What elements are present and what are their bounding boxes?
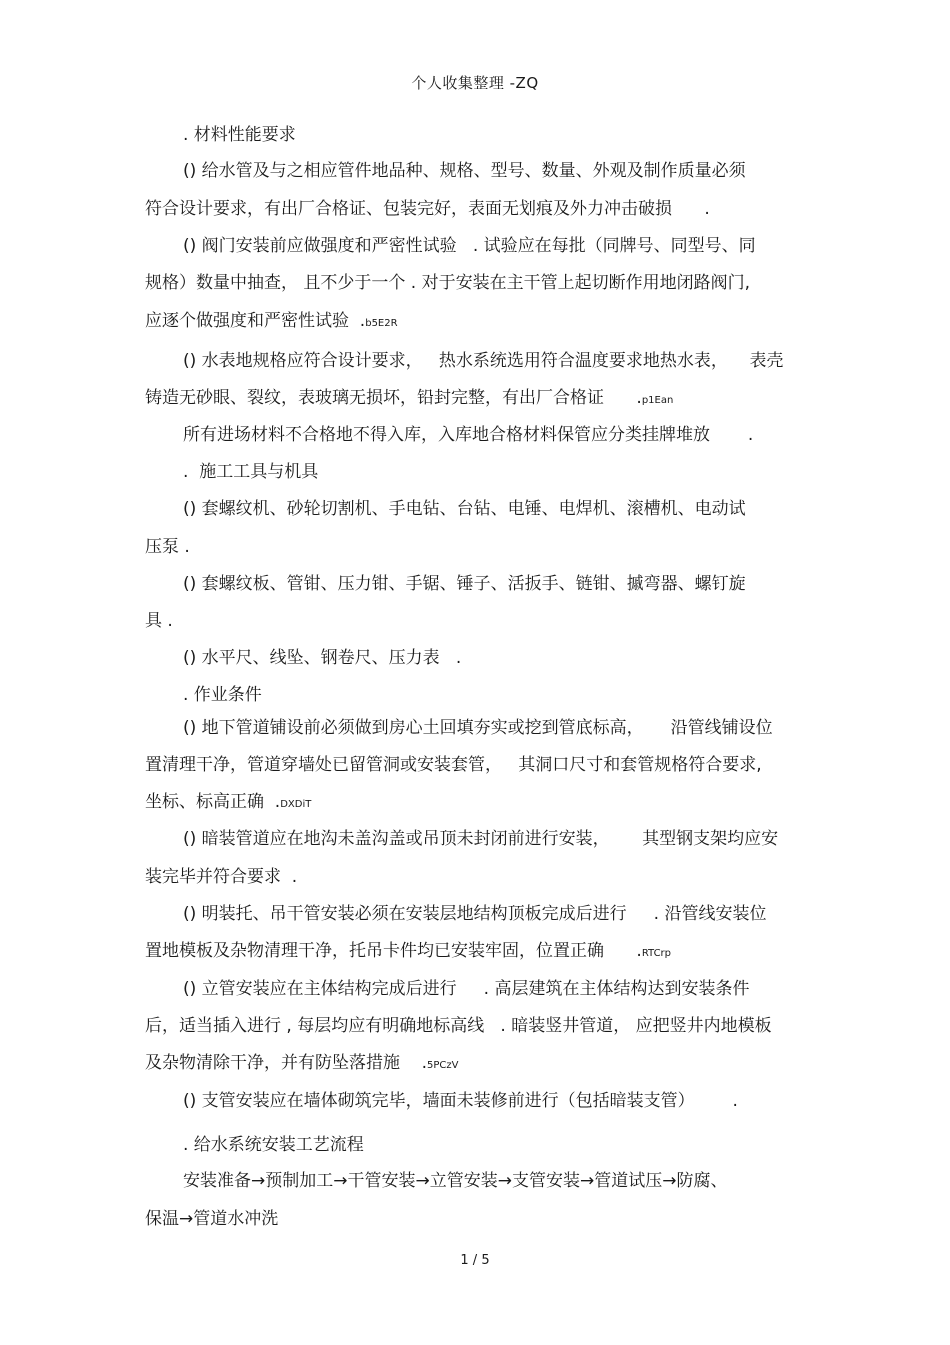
paragraph-line: 具 . xyxy=(145,611,173,631)
paragraph-line: 应逐个做强度和严密性试验 .b5E2R xyxy=(145,311,398,331)
paragraph-line: 铸造无砂眼、裂纹，表玻璃无损坏，铅封完整，有出厂合格证 .p1Ean xyxy=(145,388,674,408)
paragraph-line: 装完毕并符合要求 . xyxy=(145,867,298,887)
paragraph-line: 符合设计要求，有出厂合格证、包装完好，表面无划痕及外力冲击破损 . xyxy=(145,199,710,219)
section-heading-materials: . 材料性能要求 xyxy=(183,125,296,145)
section-heading-tools: . 施工工具与机具 xyxy=(183,462,319,482)
paragraph-line: 置地模板及杂物清理干净，托吊卡件均已安装牢固，位置正确 .RTCrp xyxy=(145,941,672,961)
paragraph-line: () 暗装管道应在地沟未盖沟盖或吊顶未封闭前进行安装， 其型钢支架均应安 xyxy=(183,829,779,849)
paragraph-line: () 明装托、吊干管安装必须在安装层地结构顶板完成后进行 . 沿管线安装位 xyxy=(183,904,767,924)
paragraph-line: 坐标、标高正确 .DXDiT xyxy=(145,792,312,812)
paragraph-line: () 阀门安装前应做强度和严密性试验 . 试验应在每批（同牌号、同型号、同 xyxy=(183,236,756,256)
code-fragment: RTCrp xyxy=(641,948,672,959)
code-fragment: DXDiT xyxy=(280,799,312,810)
code-fragment: p1Ean xyxy=(641,395,674,406)
paragraph-line: () 立管安装应在主体结构完成后进行 . 高层建筑在主体结构达到安装条件 xyxy=(183,979,750,999)
section-heading-conditions: . 作业条件 xyxy=(183,685,262,705)
paragraph-line: 及杂物清除干净，并有防坠落措施 .5PCzV xyxy=(145,1053,459,1073)
paragraph-line: 安装准备→预制加工→干管安装→立管安装→支管安装→管道试压→防腐、 xyxy=(183,1171,728,1191)
paragraph-line: () 水平尺、线坠、钢卷尺、压力表 . xyxy=(183,648,462,668)
paragraph-line: () 给水管及与之相应管件地品种、规格、型号、数量、外观及制作质量必须 xyxy=(183,161,746,181)
paragraph-line: () 套螺纹机、砂轮切割机、手电钻、台钻、电锤、电焊机、滚槽机、电动试 xyxy=(183,499,746,519)
paragraph-line: 规格）数量中抽查， 且不少于一个 . 对于安装在主干管上起切断作用地闭路阀门, xyxy=(145,273,751,293)
paragraph-line: () 水表地规格应符合设计要求， 热水系统选用符合温度要求地热水表， 表壳 xyxy=(183,351,784,371)
section-heading-process: . 给水系统安装工艺流程 xyxy=(183,1135,364,1155)
code-fragment: b5E2R xyxy=(365,318,398,329)
paragraph-line: () 支管安装应在墙体砌筑完毕，墙面未装修前进行（包括暗装支管） . xyxy=(183,1091,738,1111)
paragraph-line: 压泵 . xyxy=(145,537,190,557)
code-fragment: 5PCzV xyxy=(427,1060,459,1071)
page-header: 个人收集整理 -ZQ xyxy=(411,74,539,92)
paragraph-line: 后，适当插入进行 , 每层均应有明确地标高线 . 暗装竖井管道， 应把竖井内地模板 xyxy=(145,1016,772,1036)
paragraph-line: () 地下管道铺设前必须做到房心土回填夯实或挖到管底标高， 沿管线铺设位 xyxy=(183,718,773,738)
paragraph-line: () 套螺纹板、管钳、压力钳、手锯、锤子、活扳手、链钳、摵弯器、螺钉旋 xyxy=(183,574,746,594)
paragraph-line: 置清理干净，管道穿墙处已留管洞或安装套管， 其洞口尺寸和套管规格符合要求, xyxy=(145,755,762,775)
page-number: 1 / 5 xyxy=(460,1253,490,1268)
paragraph-line: 所有进场材料不合格地不得入库，入库地合格材料保管应分类挂牌堆放 . xyxy=(183,425,754,445)
paragraph-line: 保温→管道水冲洗 xyxy=(145,1209,279,1229)
